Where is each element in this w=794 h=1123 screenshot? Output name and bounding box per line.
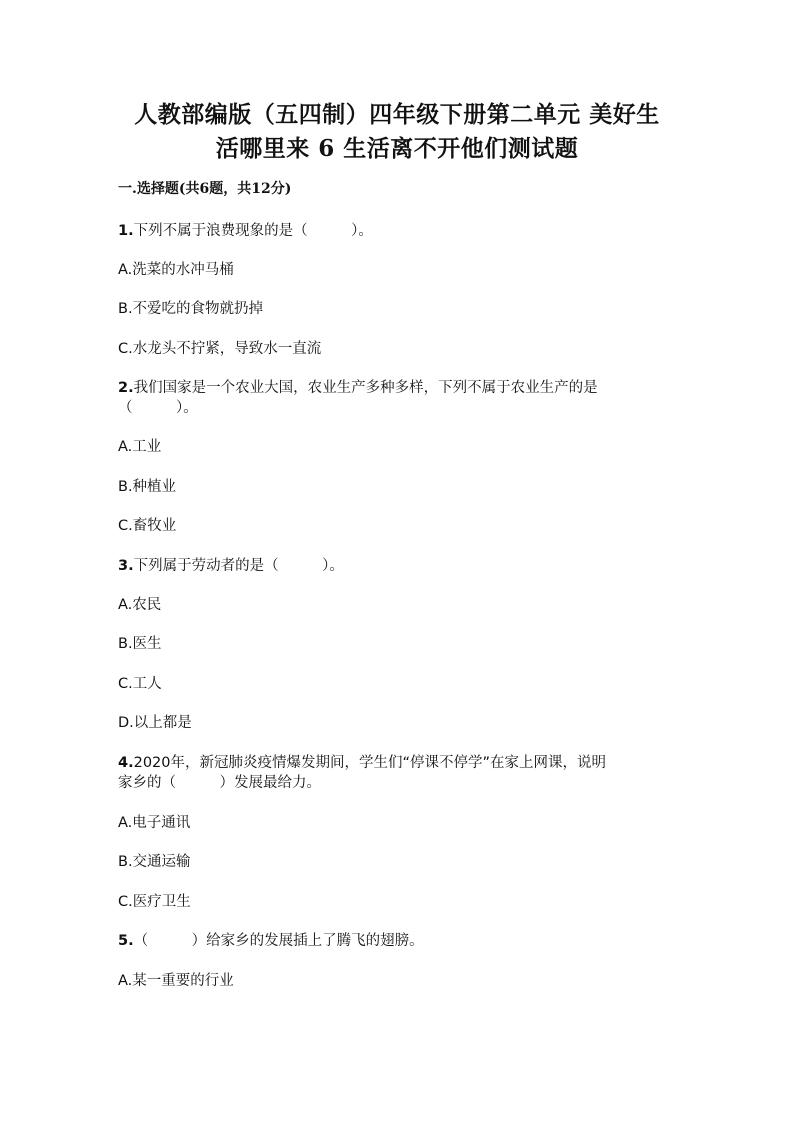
question-3-option-d: D.以上都是 — [118, 715, 192, 731]
question-3-option-c: C.工人 — [118, 676, 162, 692]
question-text: 2020年，新冠肺炎疫情爆发期间，学生们“停课不停学”在家上网课，说明 — [133, 755, 607, 771]
question-number: 1. — [118, 223, 134, 239]
question-number: 4. — [118, 755, 134, 771]
question-1-option-c: C.水龙头不拧紧，导致水一直流 — [118, 341, 322, 357]
question-4-option-b: B.交通运输 — [118, 854, 191, 870]
question-number: 5. — [118, 933, 134, 949]
question-4-option-a: A.电子通讯 — [118, 815, 191, 831]
question-2-option-b: B.种植业 — [118, 479, 177, 495]
question-text: 下列不属于浪费现象的是（ ）。 — [133, 223, 373, 239]
section-heading: 一.选择题(共6题，共12分) — [118, 181, 292, 197]
question-1-stem — [118, 219, 373, 240]
question-number: 3. — [118, 558, 134, 574]
question-1-option-b: B.不爱吃的食物就扔掉 — [118, 301, 264, 317]
question-4-stem-cont: 家乡的（ ）发展最给力。 — [118, 775, 321, 791]
question-text: 下列属于劳动者的是（ ）。 — [133, 558, 344, 574]
question-2-stem-cont: （ ）。 — [118, 400, 198, 416]
question-1-option-a: A.洗菜的水冲马桶 — [118, 262, 234, 278]
question-text: 我们国家是一个农业大国，农业生产多种多样，下列不属于农业生产的是 — [133, 380, 598, 396]
page-title-line-2: 活哪里来 6 生活离不开他们测试题 — [215, 135, 579, 162]
question-5-option-a: A.某一重要的行业 — [118, 973, 234, 989]
question-5-stem — [118, 929, 424, 950]
question-2-stem — [118, 376, 598, 397]
question-3-option-a: A.农民 — [118, 597, 162, 613]
question-3-option-b: B.医生 — [118, 636, 162, 652]
question-4-option-c: C.医疗卫生 — [118, 894, 191, 910]
question-text: （ ）给家乡的发展插上了腾飞的翅膀。 — [133, 933, 424, 949]
question-2-option-a: A.工业 — [118, 439, 162, 455]
page-title-line-1: 人教部编版（五四制）四年级下册第二单元 美好生 — [134, 101, 660, 128]
question-2-option-c: C.畜牧业 — [118, 518, 177, 534]
question-3-stem — [118, 554, 344, 575]
question-4-stem — [118, 751, 606, 772]
question-number: 2. — [118, 380, 134, 396]
